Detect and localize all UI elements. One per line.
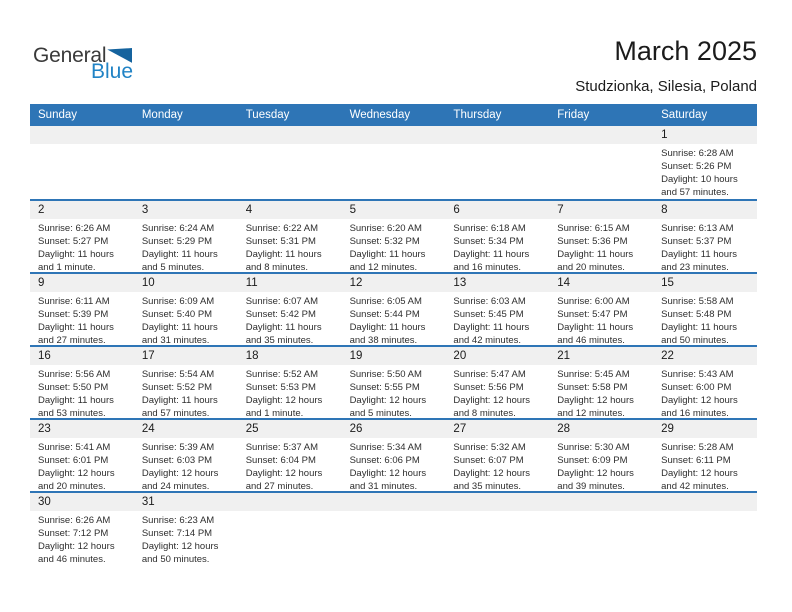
day-details — [653, 219, 757, 272]
day-sunset: Sunset: 6:04 PM — [245, 455, 316, 466]
day-sunset: Sunset: 5:52 PM — [141, 382, 213, 393]
day-details — [549, 365, 653, 418]
day-daylight: Daylight: 11 hours and 50 minutes. — [661, 322, 738, 345]
day-sunrise: Sunrise: 5:52 AM — [245, 369, 319, 380]
day-cell-empty — [653, 493, 757, 564]
day-sunrise: Sunrise: 6:26 AM — [38, 515, 111, 526]
day-details — [549, 292, 653, 345]
day-number — [549, 126, 653, 144]
day-cell-empty — [549, 126, 653, 199]
day-daylight: Daylight: 12 hours and 42 minutes. — [661, 468, 738, 491]
day-sunset: Sunset: 5:31 PM — [245, 236, 316, 247]
day-details — [445, 292, 549, 345]
day-details — [342, 292, 446, 345]
day-sunrise: Sunrise: 5:56 AM — [38, 369, 111, 380]
day-cell-6 — [445, 201, 549, 272]
dow-tuesday: Tuesday — [245, 109, 290, 121]
day-number: 7 — [549, 201, 653, 219]
day-sunset: Sunset: 5:50 PM — [38, 382, 109, 393]
day-number: 30 — [30, 493, 134, 511]
day-sunrise: Sunrise: 5:47 AM — [453, 369, 526, 380]
dow-thursday: Thursday — [453, 109, 502, 121]
day-daylight: Daylight: 12 hours and 5 minutes. — [349, 395, 427, 418]
day-details — [238, 438, 342, 491]
day-details — [342, 144, 446, 147]
day-daylight: Daylight: 11 hours and 23 minutes. — [661, 249, 738, 272]
day-details — [342, 219, 446, 272]
day-cell-empty — [445, 493, 549, 564]
day-sunrise: Sunrise: 6:18 AM — [453, 223, 526, 234]
day-sunrise: Sunrise: 6:03 AM — [453, 296, 526, 307]
day-number — [342, 493, 446, 511]
day-number: 2 — [30, 201, 134, 219]
day-sunset: Sunset: 7:14 PM — [141, 528, 213, 539]
day-daylight: Daylight: 11 hours and 38 minutes. — [349, 322, 426, 345]
day-cell-18 — [238, 347, 342, 418]
day-sunset: Sunset: 5:34 PM — [453, 236, 524, 247]
day-daylight: Daylight: 11 hours and 57 minutes. — [141, 395, 218, 418]
day-number: 20 — [445, 347, 549, 365]
day-number: 22 — [653, 347, 757, 365]
day-details — [238, 365, 342, 418]
day-cell-29 — [653, 420, 757, 491]
day-number — [342, 126, 446, 144]
day-number — [238, 493, 342, 511]
day-daylight: Daylight: 11 hours and 31 minutes. — [141, 322, 218, 345]
day-cell-10 — [134, 274, 238, 345]
day-cell-20 — [445, 347, 549, 418]
week-row — [30, 418, 757, 491]
day-details — [549, 219, 653, 272]
week-row — [30, 126, 757, 199]
day-number: 14 — [549, 274, 653, 292]
day-details — [134, 438, 238, 491]
day-daylight: Daylight: 11 hours and 53 minutes. — [38, 395, 114, 418]
day-details — [30, 511, 134, 564]
day-sunrise: Sunrise: 5:54 AM — [141, 369, 215, 380]
day-sunrise: Sunrise: 5:28 AM — [661, 442, 734, 453]
day-details — [549, 144, 653, 147]
day-daylight: Daylight: 11 hours and 20 minutes. — [557, 249, 634, 272]
day-sunrise: Sunrise: 6:13 AM — [661, 223, 734, 234]
logo-text-general: General — [33, 44, 107, 67]
day-sunset: Sunset: 5:26 PM — [661, 161, 732, 172]
general-blue-logo — [33, 45, 133, 82]
day-number — [238, 126, 342, 144]
day-details — [134, 365, 238, 418]
day-cell-empty — [342, 126, 446, 199]
day-sunrise: Sunrise: 5:32 AM — [453, 442, 526, 453]
day-details — [445, 365, 549, 418]
day-cell-7 — [549, 201, 653, 272]
day-daylight: Daylight: 11 hours and 35 minutes. — [245, 322, 322, 345]
day-details — [445, 438, 549, 491]
day-details — [30, 365, 134, 418]
day-daylight: Daylight: 11 hours and 12 minutes. — [349, 249, 426, 272]
day-sunrise: Sunrise: 5:43 AM — [661, 369, 734, 380]
day-sunrise: Sunrise: 6:05 AM — [349, 296, 422, 307]
day-cell-16 — [30, 347, 134, 418]
day-sunset: Sunset: 5:47 PM — [557, 309, 628, 320]
day-number — [30, 126, 134, 144]
day-number: 26 — [342, 420, 446, 438]
day-cell-28 — [549, 420, 653, 491]
day-sunrise: Sunrise: 6:07 AM — [245, 296, 319, 307]
day-daylight: Daylight: 11 hours and 5 minutes. — [141, 249, 218, 272]
day-cell-4 — [238, 201, 342, 272]
day-cell-15 — [653, 274, 757, 345]
day-number: 15 — [653, 274, 757, 292]
day-number: 9 — [30, 274, 134, 292]
day-sunrise: Sunrise: 6:20 AM — [349, 223, 422, 234]
day-cell-8 — [653, 201, 757, 272]
day-cell-24 — [134, 420, 238, 491]
day-number: 25 — [238, 420, 342, 438]
dow-friday: Friday — [557, 109, 590, 121]
day-number: 31 — [134, 493, 238, 511]
day-number — [549, 493, 653, 511]
week-row — [30, 345, 757, 418]
day-number: 1 — [653, 126, 757, 144]
day-number: 4 — [238, 201, 342, 219]
day-daylight: Daylight: 11 hours and 1 minute. — [38, 249, 114, 272]
day-cell-empty — [134, 126, 238, 199]
day-daylight: Daylight: 12 hours and 46 minutes. — [38, 541, 115, 564]
day-of-week-header — [30, 104, 757, 126]
day-daylight: Daylight: 12 hours and 16 minutes. — [661, 395, 738, 418]
day-number: 6 — [445, 201, 549, 219]
day-cell-22 — [653, 347, 757, 418]
day-details — [30, 438, 134, 491]
day-sunrise: Sunrise: 6:09 AM — [141, 296, 215, 307]
day-number: 18 — [238, 347, 342, 365]
day-daylight: Daylight: 11 hours and 16 minutes. — [453, 249, 530, 272]
day-number: 21 — [549, 347, 653, 365]
day-sunset: Sunset: 6:11 PM — [661, 455, 731, 466]
day-daylight: Daylight: 12 hours and 39 minutes. — [557, 468, 634, 491]
day-sunrise: Sunrise: 6:11 AM — [38, 296, 110, 307]
day-sunset: Sunset: 6:09 PM — [557, 455, 628, 466]
day-sunset: Sunset: 6:07 PM — [453, 455, 524, 466]
day-cell-11 — [238, 274, 342, 345]
day-cell-empty — [549, 493, 653, 564]
dow-sunday: Sunday — [38, 109, 78, 121]
day-details — [653, 511, 757, 514]
day-cell-1 — [653, 126, 757, 199]
day-sunset: Sunset: 5:40 PM — [141, 309, 213, 320]
day-details — [653, 365, 757, 418]
day-cell-empty — [30, 126, 134, 199]
day-cell-9 — [30, 274, 134, 345]
calendar-table — [30, 104, 757, 564]
day-cell-13 — [445, 274, 549, 345]
day-details — [134, 144, 238, 147]
day-sunset: Sunset: 5:27 PM — [38, 236, 109, 247]
day-sunset: Sunset: 5:37 PM — [661, 236, 732, 247]
day-number — [445, 126, 549, 144]
day-sunrise: Sunrise: 6:24 AM — [141, 223, 215, 234]
day-cell-25 — [238, 420, 342, 491]
day-sunrise: Sunrise: 5:41 AM — [38, 442, 111, 453]
title-block — [575, 36, 757, 95]
day-details — [30, 144, 134, 147]
day-sunset: Sunset: 5:42 PM — [245, 309, 316, 320]
day-details — [134, 292, 238, 345]
day-details — [30, 292, 134, 345]
day-sunrise: Sunrise: 5:50 AM — [349, 369, 422, 380]
week-row — [30, 272, 757, 345]
day-number: 13 — [445, 274, 549, 292]
day-daylight: Daylight: 11 hours and 8 minutes. — [245, 249, 322, 272]
day-sunrise: Sunrise: 5:30 AM — [557, 442, 630, 453]
day-details — [238, 144, 342, 147]
day-daylight: Daylight: 12 hours and 1 minute. — [245, 395, 323, 418]
day-cell-21 — [549, 347, 653, 418]
day-cell-19 — [342, 347, 446, 418]
day-details — [445, 144, 549, 147]
day-details — [238, 219, 342, 272]
day-sunset: Sunset: 5:32 PM — [349, 236, 420, 247]
day-daylight: Daylight: 10 hours and 57 minutes. — [661, 174, 738, 198]
day-sunset: Sunset: 6:00 PM — [661, 382, 732, 393]
day-details — [134, 219, 238, 272]
day-daylight: Daylight: 11 hours and 46 minutes. — [557, 322, 634, 345]
day-details — [30, 219, 134, 272]
day-sunrise: Sunrise: 6:23 AM — [141, 515, 215, 526]
day-details — [445, 219, 549, 272]
week-row — [30, 491, 757, 564]
day-sunset: Sunset: 7:12 PM — [38, 528, 109, 539]
day-number: 24 — [134, 420, 238, 438]
day-daylight: Daylight: 11 hours and 27 minutes. — [38, 322, 114, 345]
day-number: 10 — [134, 274, 238, 292]
day-number: 23 — [30, 420, 134, 438]
day-sunrise: Sunrise: 6:00 AM — [557, 296, 630, 307]
day-daylight: Daylight: 12 hours and 24 minutes. — [141, 468, 219, 491]
day-sunset: Sunset: 5:56 PM — [453, 382, 524, 393]
day-sunrise: Sunrise: 6:26 AM — [38, 223, 111, 234]
day-number: 29 — [653, 420, 757, 438]
dow-wednesday: Wednesday — [349, 109, 411, 121]
day-cell-empty — [445, 126, 549, 199]
day-details — [238, 511, 342, 514]
day-details — [653, 438, 757, 491]
day-sunset: Sunset: 5:44 PM — [349, 309, 420, 320]
day-number: 16 — [30, 347, 134, 365]
logo-text-blue: Blue — [91, 60, 134, 83]
day-number: 12 — [342, 274, 446, 292]
day-number — [653, 493, 757, 511]
day-sunrise: Sunrise: 5:39 AM — [141, 442, 215, 453]
location-subtitle: Studzionka, Silesia, Poland — [575, 78, 757, 96]
day-cell-empty — [238, 126, 342, 199]
day-cell-31 — [134, 493, 238, 564]
day-cell-14 — [549, 274, 653, 345]
day-daylight: Daylight: 12 hours and 35 minutes. — [453, 468, 530, 491]
day-cell-3 — [134, 201, 238, 272]
day-sunrise: Sunrise: 5:45 AM — [557, 369, 630, 380]
day-number: 3 — [134, 201, 238, 219]
day-cell-empty — [342, 493, 446, 564]
dow-saturday: Saturday — [661, 109, 708, 121]
day-number — [134, 126, 238, 144]
day-cell-30 — [30, 493, 134, 564]
day-details — [445, 511, 549, 514]
day-daylight: Daylight: 12 hours and 27 minutes. — [245, 468, 323, 491]
day-cell-17 — [134, 347, 238, 418]
day-number — [445, 493, 549, 511]
day-sunset: Sunset: 5:39 PM — [38, 309, 109, 320]
day-daylight: Daylight: 12 hours and 31 minutes. — [349, 468, 427, 491]
day-number: 19 — [342, 347, 446, 365]
day-cell-23 — [30, 420, 134, 491]
week-row — [30, 199, 757, 272]
day-number: 27 — [445, 420, 549, 438]
day-sunrise: Sunrise: 6:22 AM — [245, 223, 319, 234]
day-number: 11 — [238, 274, 342, 292]
day-sunset: Sunset: 5:53 PM — [245, 382, 316, 393]
day-number: 8 — [653, 201, 757, 219]
dow-monday: Monday — [141, 109, 183, 121]
day-sunrise: Sunrise: 5:37 AM — [245, 442, 319, 453]
day-daylight: Daylight: 12 hours and 20 minutes. — [38, 468, 115, 491]
day-details — [653, 292, 757, 345]
day-sunset: Sunset: 5:55 PM — [349, 382, 420, 393]
day-sunset: Sunset: 6:06 PM — [349, 455, 420, 466]
day-sunrise: Sunrise: 6:28 AM — [661, 148, 734, 159]
day-details — [549, 511, 653, 514]
day-cell-26 — [342, 420, 446, 491]
day-number: 28 — [549, 420, 653, 438]
day-cell-27 — [445, 420, 549, 491]
page-title: March 2025 — [614, 36, 757, 66]
day-sunset: Sunset: 5:45 PM — [453, 309, 524, 320]
day-sunset: Sunset: 5:58 PM — [557, 382, 628, 393]
day-details — [342, 365, 446, 418]
day-number: 5 — [342, 201, 446, 219]
day-details — [653, 144, 757, 199]
day-details — [238, 292, 342, 345]
day-daylight: Daylight: 12 hours and 8 minutes. — [453, 395, 530, 418]
day-details — [342, 438, 446, 491]
day-details — [342, 511, 446, 514]
day-sunset: Sunset: 5:29 PM — [141, 236, 213, 247]
day-sunset: Sunset: 6:03 PM — [141, 455, 213, 466]
day-details — [549, 438, 653, 491]
day-daylight: Daylight: 12 hours and 12 minutes. — [557, 395, 634, 418]
day-sunset: Sunset: 5:36 PM — [557, 236, 628, 247]
day-daylight: Daylight: 12 hours and 50 minutes. — [141, 541, 219, 564]
day-number: 17 — [134, 347, 238, 365]
day-sunset: Sunset: 6:01 PM — [38, 455, 109, 466]
day-daylight: Daylight: 11 hours and 42 minutes. — [453, 322, 530, 345]
day-details — [134, 511, 238, 564]
day-cell-12 — [342, 274, 446, 345]
calendar-weeks — [30, 126, 757, 564]
day-sunset: Sunset: 5:48 PM — [661, 309, 732, 320]
day-sunrise: Sunrise: 5:34 AM — [349, 442, 422, 453]
day-sunrise: Sunrise: 6:15 AM — [557, 223, 630, 234]
day-sunrise: Sunrise: 5:58 AM — [661, 296, 734, 307]
day-cell-empty — [238, 493, 342, 564]
day-cell-2 — [30, 201, 134, 272]
day-cell-5 — [342, 201, 446, 272]
